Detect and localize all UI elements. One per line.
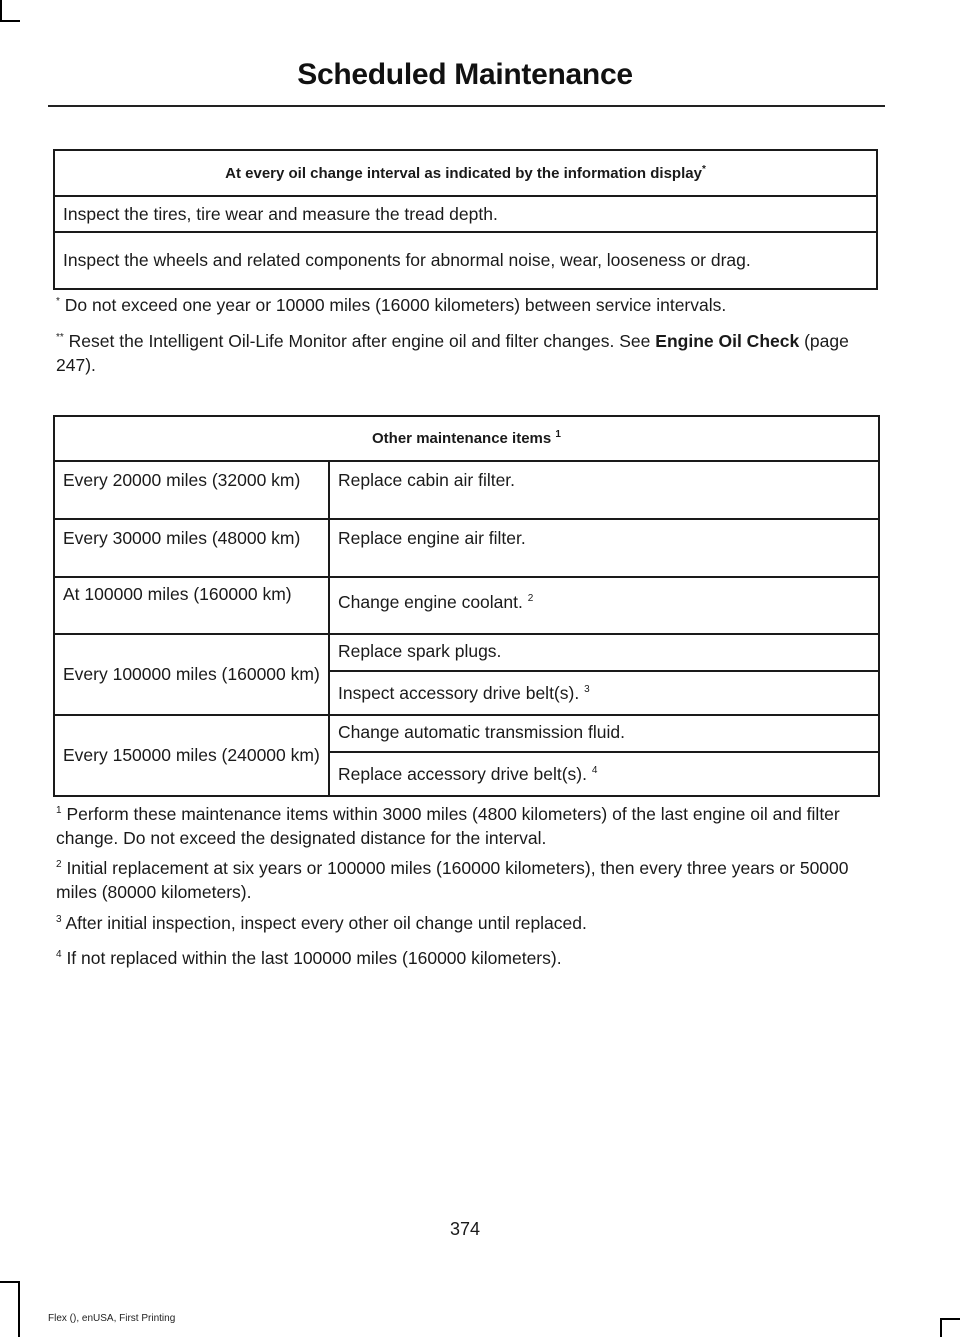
crop-mark-top-left-h (0, 20, 20, 22)
interval-cell: Every 150000 miles (240000 km) (54, 715, 329, 796)
item-cell: Replace engine air filter. (329, 519, 879, 577)
page-title: Scheduled Maintenance (297, 58, 633, 91)
item-cell: Inspect accessory drive belt(s). $^3$ (329, 671, 879, 715)
table-heading: Other maintenance items $^1$ (54, 416, 879, 461)
footnote: $^3$ After initial inspection, inspect every other oil change until replaced. (56, 913, 587, 933)
item-cell: Replace accessory drive belt(s). $^4$ (329, 752, 879, 796)
crop-mark-bottom-right-v (940, 1318, 942, 1337)
table-row: Inspect the wheels and related components for abnormal noise, wear, looseness or drag. (54, 232, 877, 289)
page-number: 374 (449, 1219, 481, 1239)
oil-change-interval-table (53, 149, 878, 290)
interval-cell: Every 30000 miles (48000 km) (54, 519, 329, 577)
footnote: ** Reset the Intelligent Oil-Life Monitor after engine oil and filter changes. See Engine Oil Check (page 247). (56, 331, 849, 375)
interval-cell: Every 20000 miles (32000 km) (54, 461, 329, 519)
crop-mark-bottom-left-h (0, 1281, 20, 1283)
footnote: $^4$ If not replaced within the last 100000 miles (160000 kilometers). (56, 948, 562, 968)
crop-mark-bottom-right-h (940, 1318, 960, 1320)
item-cell: Replace cabin air filter. (329, 461, 879, 519)
table-heading: At every oil change interval as indicated by the information display* (54, 150, 877, 196)
footnote: * Do not exceed one year or 10000 miles (16000 kilometers) between service intervals. (56, 295, 727, 315)
crop-mark-top-left-v (0, 0, 2, 20)
print-footer: Flex (), enUSA, First Printing (48, 1313, 176, 1324)
other-maintenance-table (53, 415, 880, 797)
footnote: $^1$ Perform these maintenance items within 3000 miles (4800 kilometers) of the last engine oil and filter change. Do not exceed the designated distance for the interval. (56, 804, 840, 848)
interval-cell: Every 100000 miles (160000 km) (54, 634, 329, 715)
item-cell: Change automatic transmission fluid. (329, 715, 879, 752)
engine-oil-check-link[interactable]: Engine Oil Check (655, 331, 800, 351)
interval-cell: At 100000 miles (160000 km) (54, 577, 329, 634)
item-cell: Change engine coolant. $^2$ (329, 577, 879, 634)
header-rule (48, 105, 885, 107)
item-cell: Replace spark plugs. (329, 634, 879, 671)
footnote: $^2$ Initial replacement at six years or 100000 miles (160000 kilometers), then every three years or 50000 miles (80000 kilometers). (56, 858, 849, 902)
table-row: Inspect the tires, tire wear and measure the tread depth. (54, 196, 877, 232)
crop-mark-bottom-left-v (18, 1281, 20, 1337)
